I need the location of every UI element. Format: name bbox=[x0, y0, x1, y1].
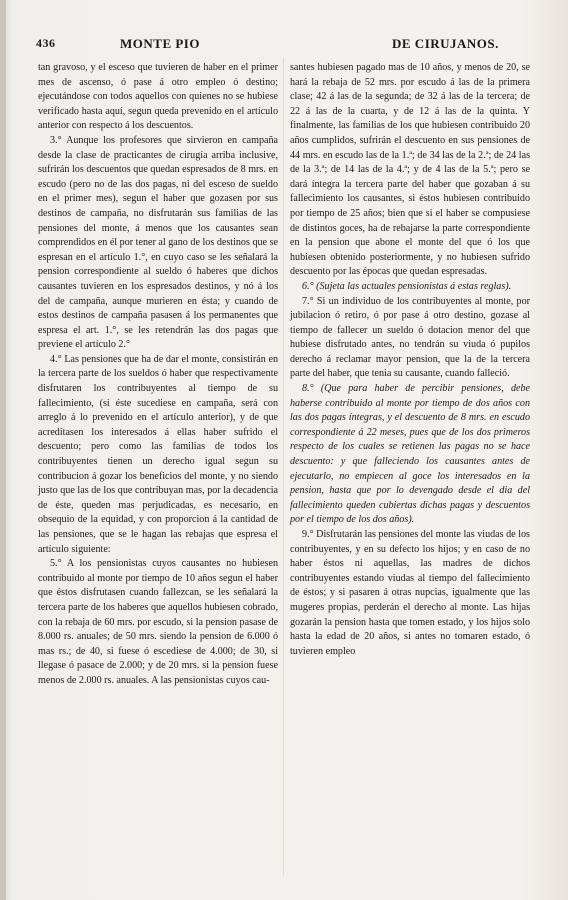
column-gutter bbox=[283, 58, 284, 876]
page-number: 436 bbox=[36, 36, 56, 50]
left-column bbox=[38, 61, 278, 689]
paragraph: 8.° (Que para haber de percibir pensiones, debe haberse contribuido al monte por tiempo de dos años con las dos pagas íntegras, y el descuento de 8 mrs. en escudo correspondiente á 22 meses, pues que de los dos primeros respecto de los cuales se retienen las pagas no se hace descuento: y que falleciendo los causantes antes de ejecutarlo, no empiecen al goce los interesados en la pension, hasta que por lo devengado desde el dia del fallecimiento queden cubiertas dichas pagas y descuentos por el tiempo de los dos años). bbox=[290, 383, 530, 526]
page-edge-shadow bbox=[0, 0, 6, 900]
header-left-title: MONTE PIO bbox=[120, 36, 200, 51]
paragraph: 9.° Disfrutarán las pensiones del monte las viudas de los contribuyentes, y en su defecto los hijos; y en caso de no haber éstos ni aquellas, las madres de dichos contribuyentes estando viudas al tiempo del fallecimiento de éstos; y si pasaren á otras nupcias, igualmente que las mugeres propias, perderán el derecho al monte. Las hijas gozarán la pension hasta que tomen estado, y los hijos solo hasta la edad de 20 años, si antes no tomaren estado, ó tuvieren empleo bbox=[290, 529, 530, 657]
paragraph: tan gravoso, y el esceso que tuvieren de haber en el primer mes de ascenso, ó pase á otro empleo ó destino; ejecutándose con todos aquellos con quienes no se hubiese verificado hasta aquí, segun queda prevenido en el artículo anterior con respecto á los descuentos. bbox=[38, 62, 278, 132]
paragraph: 6.° (Sujeta las actuales pensionistas á estas reglas). bbox=[302, 280, 512, 292]
right-column bbox=[290, 61, 530, 659]
paragraph: santes hubiesen pagado mas de 10 años, y menos de 20, se hará la rebaja de 52 mrs. por escudo á las de la primera clase; 42 á las de la segunda; de 32 á las de la tercera; de 22 á las de la cuarta, y de 12 á las de la quinta. Y finalmente, las familias de los que hubiesen contribuido 20 años cumplidos, sufrirán el descuento en sus pensiones de 44 mrs. en escudo las de la 1.ª; de 34 las de la 2.ª; de 24 las de la 3.ª; de 14 las de la 4.ª; y de 4 las de la 5.ª; pero se dará íntegra la tercera parte del haber que gozaban á su fallecimiento los causantes, si éstos hubiesen contribuido por tiempo de 25 años; bien que si el haber se compusiese de distintos goces, ha de rebajarse la parte correspondiente en la pension que abone el monte del que ó los que hubiesen obtenido posteriormente, y no hubiesen sufrido descuento por las épocas que quedan espresadas. bbox=[290, 62, 530, 278]
header-right-title: DE CIRUJANOS. bbox=[392, 36, 499, 51]
running-header bbox=[36, 36, 536, 58]
paragraph: 4.° Las pensiones que ha de dar el monte, consistirán en la tercera parte de los sueldos ó haber que respectivamente disfrutaren los contribuyentes al tiempo de su fallecimiento, (si éste sucediese en campaña, será con arreglo á lo prevenido en el artículo anterior), y de que acreditasen los interesados á ellas haber sufrido el descuento; pero como las familias de todos los contribuyentes tienen un derecho igual segun su contribucion á gozar los beneficios del monte, y no siendo justo que las de los que contribuyan mas, por la decadencia de éste, queden mas perjudicadas, es necesario, en obsequio de la equidad, y con proporcion á la cantidad de las pensiones, que se le hagan las rebajas que espresa el artículo siguiente: bbox=[38, 353, 278, 555]
paragraph: 7.° Si un individuo de los contribuyentes al monte, por jubilacion ó retiro, ó por pase á otro destino, gozase al tiempo de fallecer un sueldo ó dotacion menor del que hubiese disfrutado antes, no tendrán su viuda ó pupilos derecho á reclamar mayor pension, que la de la tercera parte del haber, que tenia su causante, cuando falleció. bbox=[290, 295, 530, 380]
paragraph: 3.° Aunque los profesores que sirvieron en campaña desde la clase de practicantes de cirugía arriba inclusive, sufrirán los descuentos que quedan espresados de 8 mrs. en escudo (pero no de las dos pagas, ni del esceso de sueldo en el primer mes), segun el haber que gozasen por sus destinos de campaña, no disfrutarán sus familias de las pensiones del monte, á menos que los causantes sean comprendidos en él por tener al gano de los destinos que se espresan en el artículo 1.°, en cuyo caso se les señalará la pension correspondiente al sueldo ó haberes que dichos causantes tuvieren en los espresados destinos, y nó á los del de campaña, aunque murieren en ésta; y cuando de estos destinos de campaña pasasen á los permanentes que espresa el art. 1.°, se les retendrán las dos pagas que previene el artículo 2.° bbox=[38, 134, 278, 351]
paragraph: 5.° A los pensionistas cuyos causantes no hubiesen contribuido al monte por tiempo de 10 años segun el haber que éstos disfrutasen cuando fallezcan, se les señalará la tercera parte de los haberes que aquellos hubiesen cobrado, con la rebaja de 60 mrs. por escudo, si la pension pasase de 8.000 rs. anuales; de 50 mrs. siendo la pension de 6.000 ó mas rs.; de 40, si fuese ó escediese de 4.000; de 30, si llegase ó pasace de 2.000; y de 20 mrs. si la pension fuese menos de 2.000 rs. anuales. A las pensionistas cuyos cau- bbox=[38, 558, 278, 686]
